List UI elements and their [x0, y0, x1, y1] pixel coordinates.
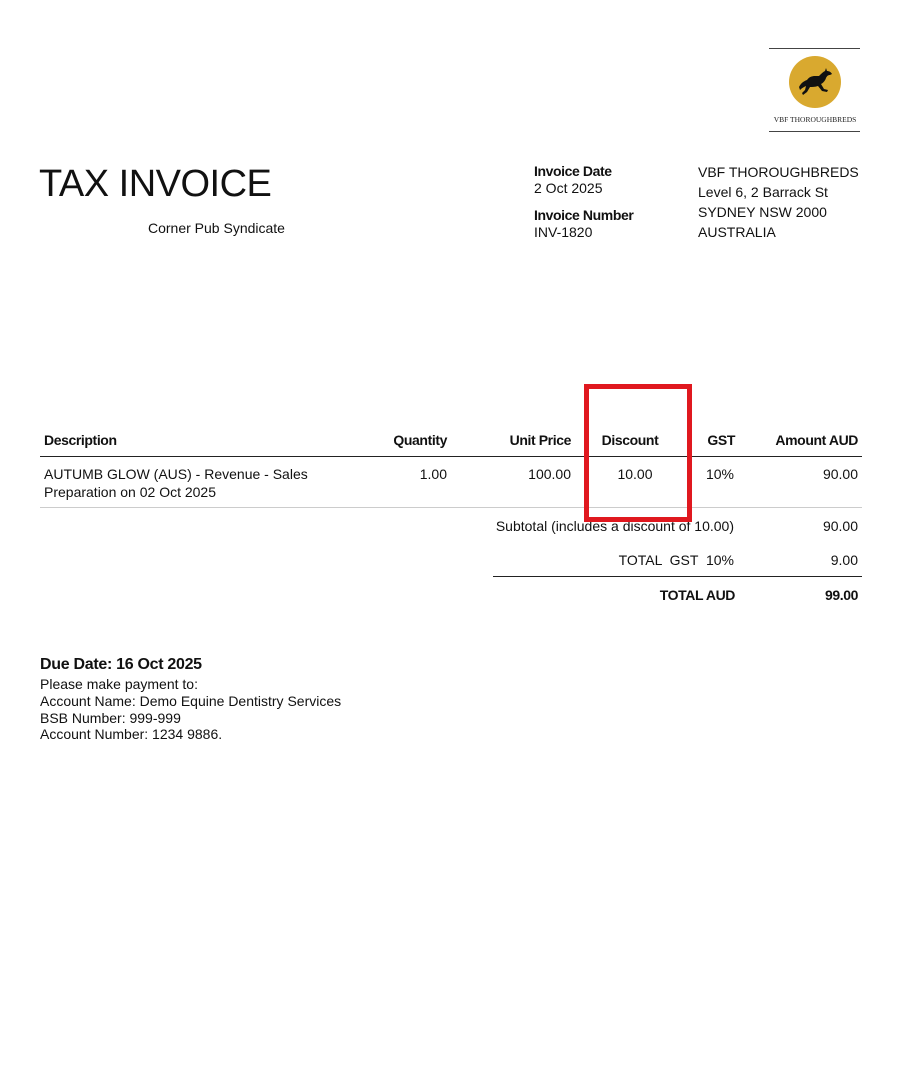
- galloping-horse-icon: [795, 65, 835, 99]
- due-date: Due Date: 16 Oct 2025: [40, 656, 202, 673]
- payment-instructions: Please make payment to:: [40, 676, 198, 692]
- column-header-discount: Discount: [601, 432, 659, 448]
- line-item-unit-price: 100.00: [528, 466, 571, 482]
- company-name: VBF THOROUGHBREDS: [698, 164, 859, 180]
- gst-total-value: 9.00: [830, 552, 858, 568]
- discount-highlight-box: [584, 384, 692, 522]
- line-item-quantity: 1.00: [419, 466, 447, 482]
- gst-total-label: TOTAL GST 10%: [618, 552, 734, 568]
- customer-name: Corner Pub Syndicate: [148, 220, 285, 236]
- invoice-number: INV-1820: [534, 224, 593, 240]
- line-item-description-line-1: AUTUMB GLOW (AUS) - Revenue - Sales: [44, 466, 308, 482]
- table-header-rule: [40, 456, 862, 457]
- company-address-line-1: Level 6, 2 Barrack St: [698, 184, 828, 200]
- line-item-amount: 90.00: [822, 466, 858, 482]
- invoice-date: 2 Oct 2025: [534, 180, 603, 196]
- column-header-amount: Amount AUD: [775, 432, 858, 448]
- bsb-number: BSB Number: 999-999: [40, 710, 181, 726]
- account-name: Account Name: Demo Equine Dentistry Services: [40, 693, 342, 709]
- invoice-number-label: Invoice Number: [534, 207, 634, 223]
- logo-bottom-rule: [769, 131, 860, 132]
- column-header-description: Description: [44, 432, 117, 448]
- logo-badge: [789, 56, 841, 108]
- logo-top-rule: [769, 48, 860, 49]
- column-header-unit-price: Unit Price: [509, 432, 571, 448]
- subtotal-label: Subtotal (includes a discount of 10.00): [495, 518, 734, 534]
- subtotal-value: 90.00: [822, 518, 858, 534]
- grand-total-label: TOTAL AUD: [659, 587, 735, 603]
- invoice-title: TAX INVOICE: [39, 163, 272, 205]
- invoice-date-label: Invoice Date: [534, 163, 612, 179]
- company-address-line-2: SYDNEY NSW 2000: [698, 204, 827, 220]
- line-item-description-line-2: Preparation on 02 Oct 2025: [44, 484, 217, 500]
- table-row-rule: [40, 507, 862, 508]
- company-country: AUSTRALIA: [698, 224, 776, 240]
- column-header-quantity: Quantity: [393, 432, 447, 448]
- account-number: Account Number: 1234 9886.: [40, 726, 223, 742]
- logo-wordmark: VBF THOROUGHBREDS: [773, 115, 857, 124]
- line-item-gst: 10%: [705, 466, 734, 482]
- grand-total-value: 99.00: [824, 587, 858, 603]
- totals-rule: [493, 576, 862, 577]
- column-header-gst: GST: [707, 432, 735, 448]
- line-item-discount: 10.00: [617, 466, 653, 482]
